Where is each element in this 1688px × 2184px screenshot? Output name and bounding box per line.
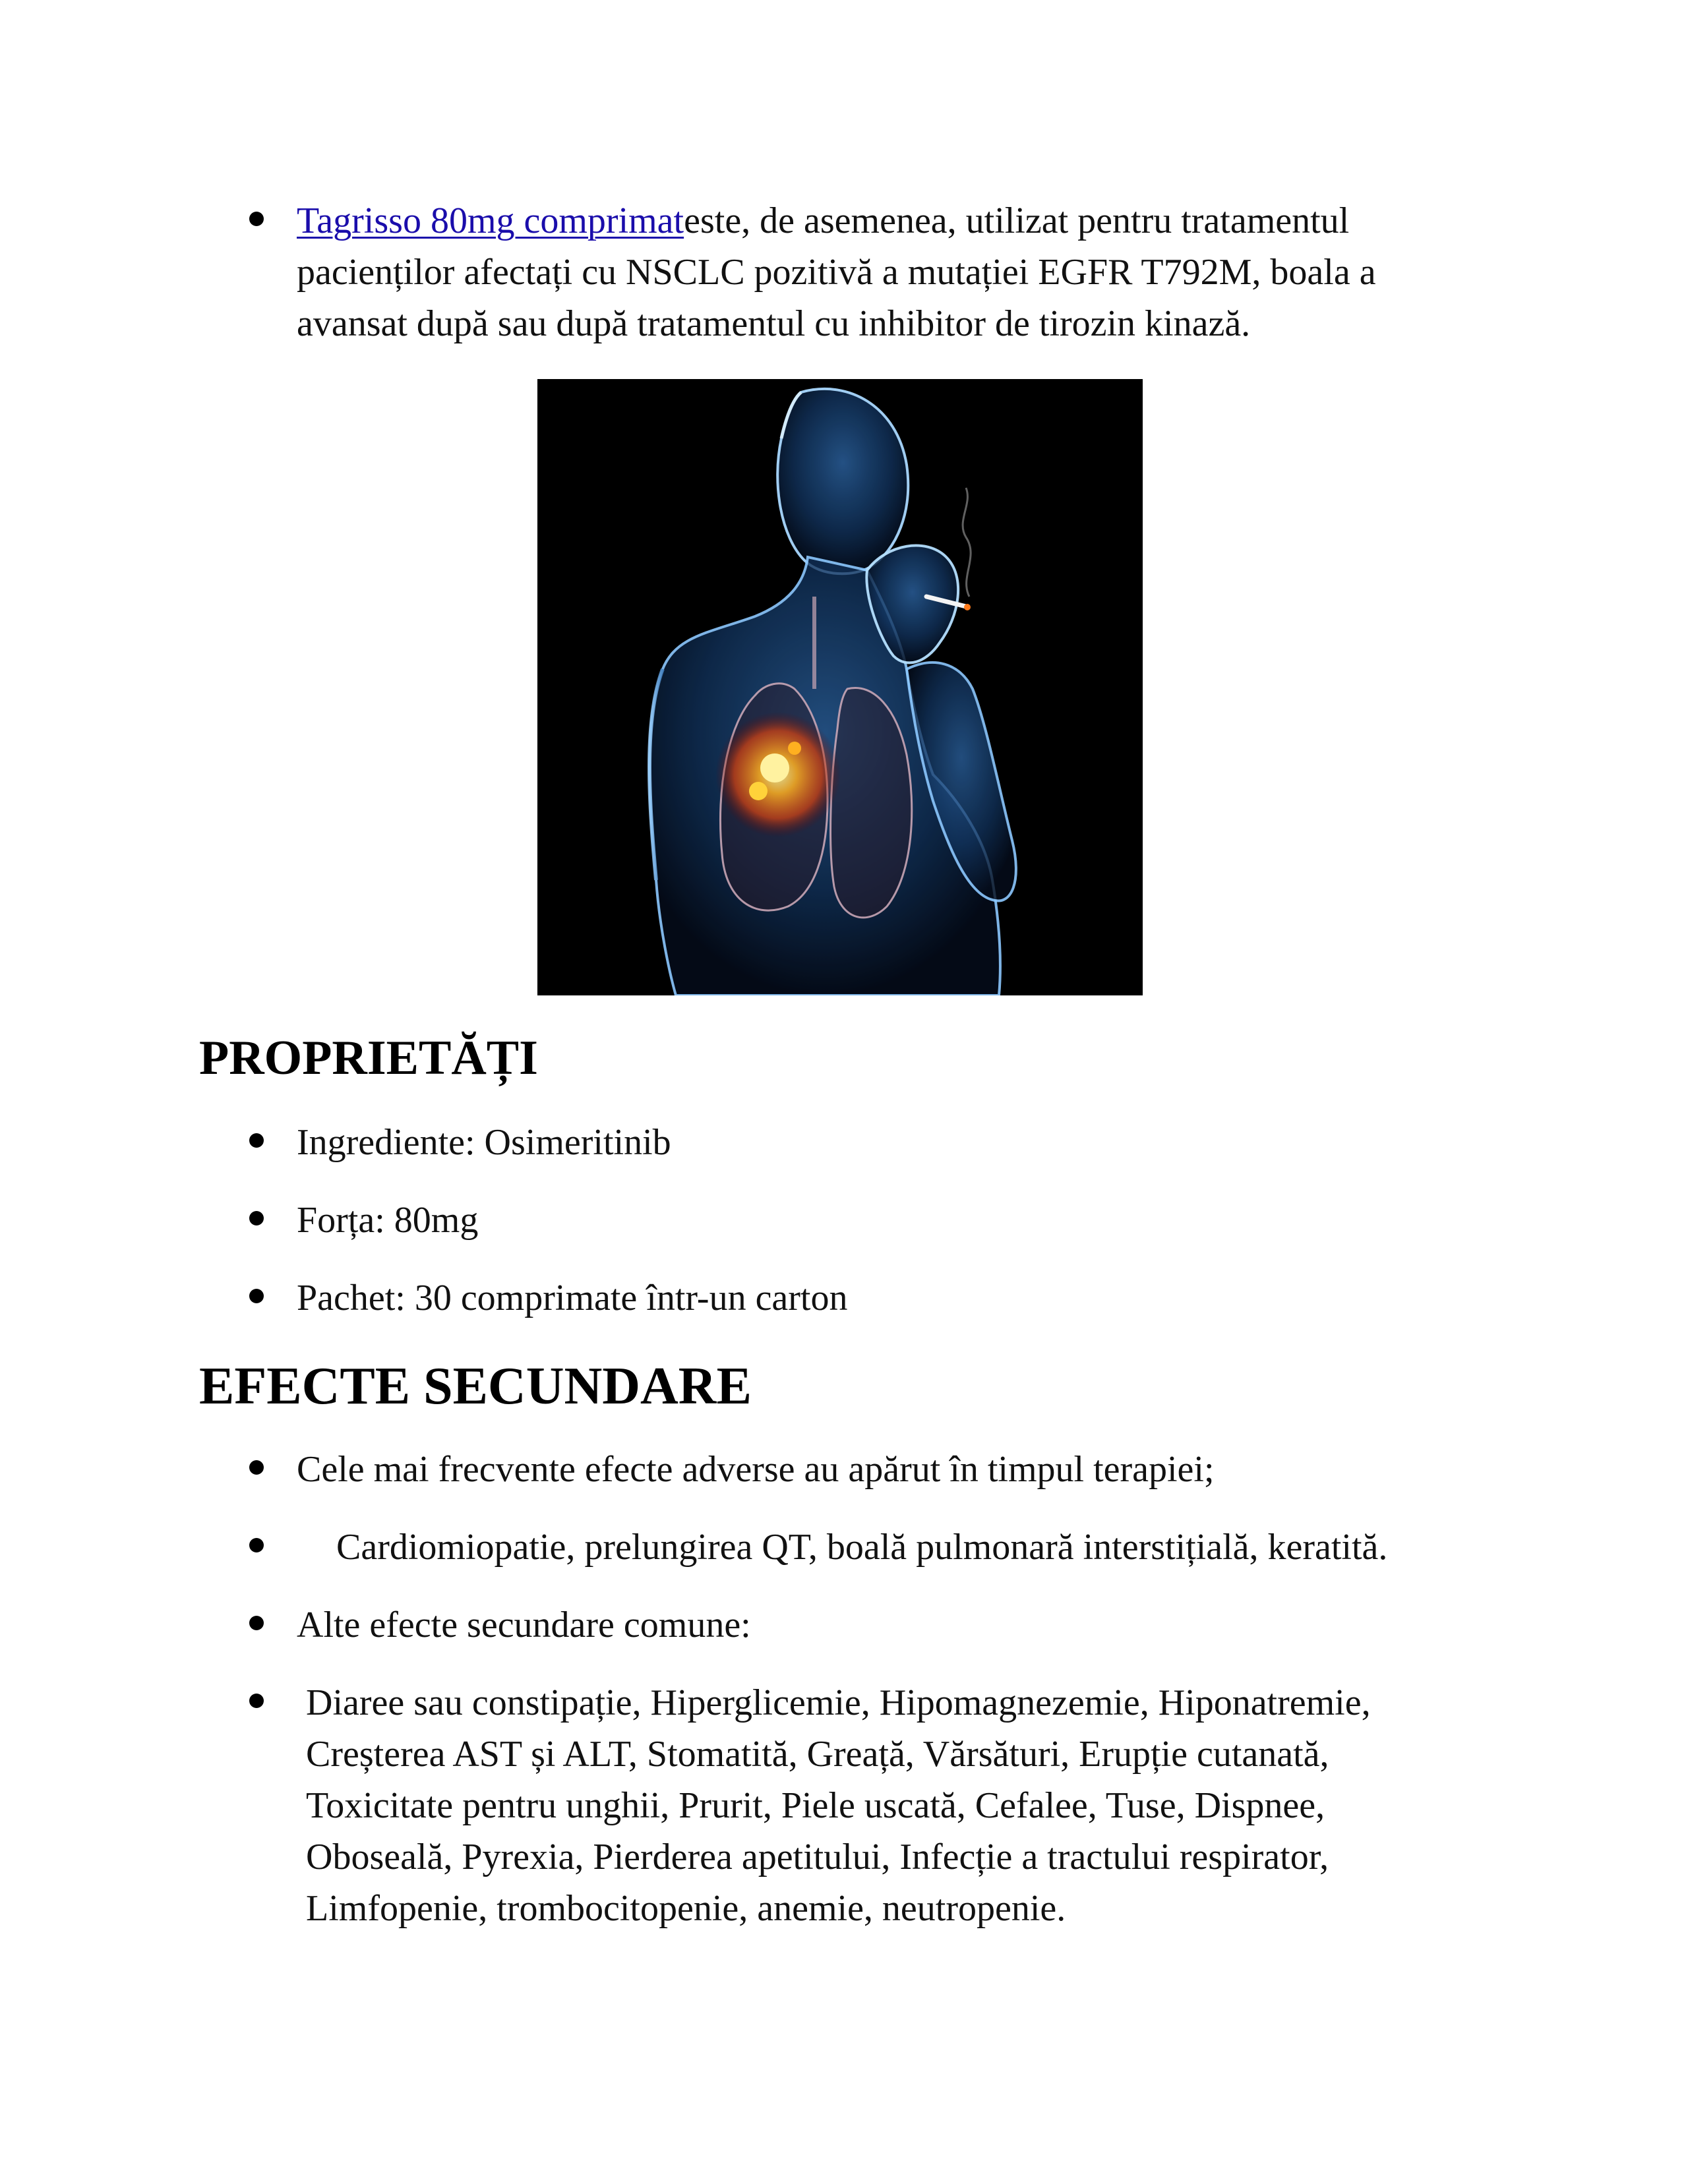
lung-cancer-illustration	[537, 379, 1143, 995]
side-effects-item-text: Cardiomiopatie, prelungirea QT, boală pulmonară interstițială, keratită.	[336, 1527, 1388, 1568]
bullet-icon	[249, 1460, 264, 1475]
tagrisso-link[interactable]: Tagrisso 80mg comprimat	[297, 200, 684, 241]
side-effects-item-text: Cele mai frecvente efecte adverse au apărut în timpul terapiei;	[297, 1449, 1215, 1490]
side-effects-item-text: Alte efecte secundare comune:	[297, 1605, 751, 1645]
side-effects-item	[0, 1677, 1688, 1934]
properties-item-text: Forța: 80mg	[297, 1200, 479, 1241]
side-effects-heading: EFECTE SECUNDARE	[199, 1357, 752, 1415]
intro-list	[0, 195, 1688, 349]
side-effects-item-text: Diaree sau constipație, Hiperglicemie, Hipomagnezemie, Hiponatremie, Creșterea AST și ALT, Stomatită, Greață, Vărsături, Erupție cutanată, Toxicitate pentru unghii, Prurit, Piele uscată, Cefalee, Tuse, Dispnee, Oboseală, Pyrexia, Pierderea apetitului, Infecție a tractului respirator, Limfopenie, trombocitopenie, anemie, neutropenie.	[306, 1682, 1371, 1929]
properties-item-text: Pachet: 30 comprimate într-un carton	[297, 1278, 848, 1318]
properties-item	[0, 1272, 1688, 1324]
bullet-icon	[249, 1538, 264, 1552]
intro-item	[0, 195, 1688, 349]
properties-item	[0, 1117, 1688, 1168]
properties-item-text: Ingrediente: Osimeritinib	[297, 1122, 671, 1163]
side-effects-item	[0, 1444, 1688, 1495]
intro-text: este, de asemenea, utilizat pentru tratamentul pacienților afectați cu NSCLC pozitivă a mutației EGFR T792M, boala a avansat după sau după tratamentul cu inhibitor de tirozin kinază.	[297, 200, 1376, 344]
bullet-icon	[249, 1289, 264, 1303]
side-effects-item	[0, 1521, 1688, 1573]
side-effects-list	[0, 1444, 1688, 1934]
bullet-icon	[249, 212, 264, 226]
properties-list	[0, 1117, 1688, 1324]
bullet-icon	[249, 1211, 264, 1225]
bullet-icon	[249, 1133, 264, 1148]
properties-heading: PROPRIETĂȚI	[199, 1031, 538, 1085]
bullet-icon	[249, 1694, 264, 1708]
side-effects-item	[0, 1599, 1688, 1651]
bullet-icon	[249, 1616, 264, 1630]
properties-item	[0, 1195, 1688, 1246]
